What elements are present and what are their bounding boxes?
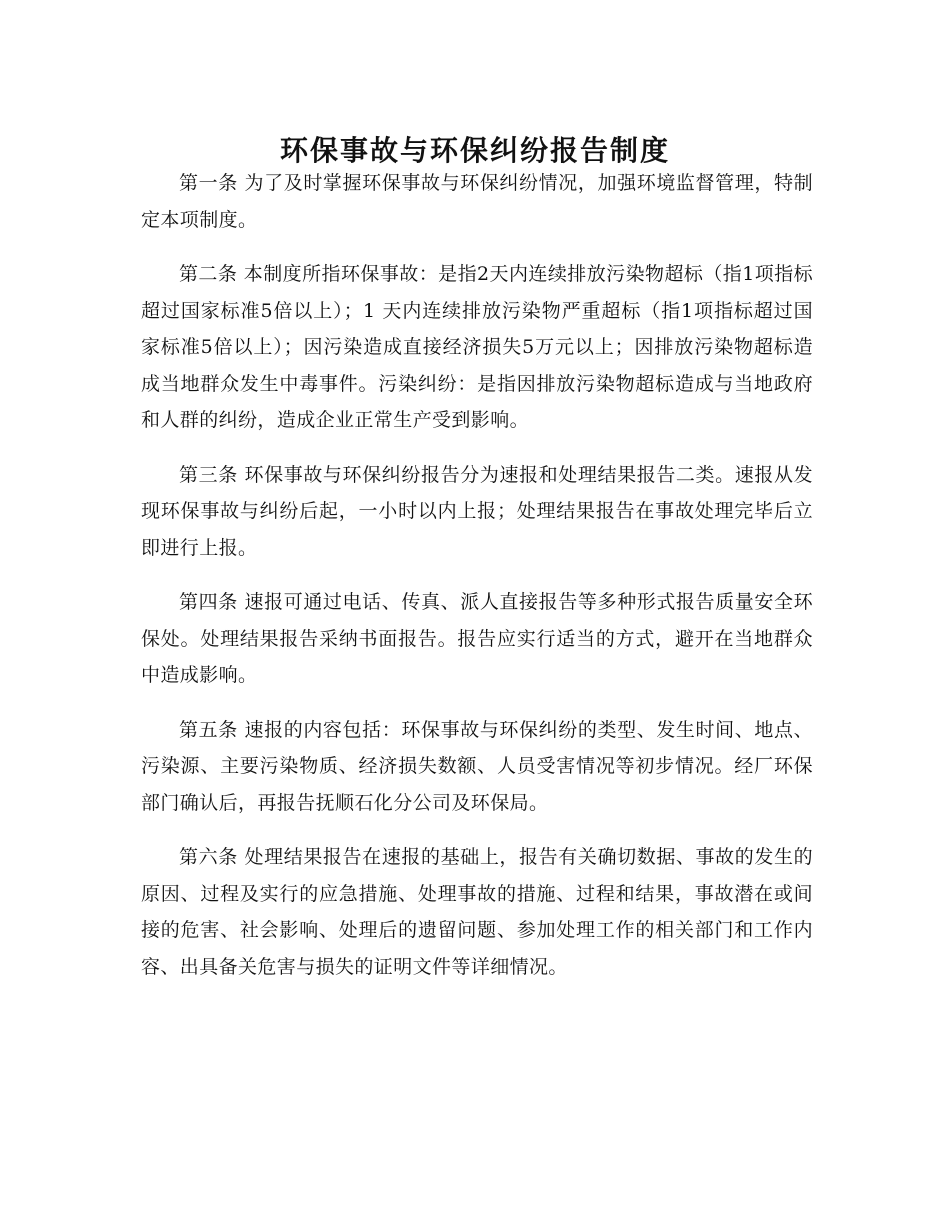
article-5: 第五条 速报的内容包括：环保事故与环保纠纷的类型、发生时间、地点、污染源、主要污染物质、经济损失数额、人员受害情况等初步情况。经厂环保部门确认后，再报告抚顺石化分公司及环保局。: [141, 718, 813, 814]
article-4: 第四条 速报可通过电话、传真、派人直接报告等多种形式报告质量安全环保处。处理结果报告采纳书面报告。报告应实行适当的方式，避开在当地群众中造成影响。: [141, 591, 813, 686]
article-1: 第一条 为了及时掌握环保事故与环保纠纷情况，加强环境监督管理，特制定本项制度。: [141, 172, 813, 231]
article-3: 第三条 环保事故与环保纠纷报告分为速报和处理结果报告二类。速报从发现环保事故与纠纷后起，一小时以内上报；处理结果报告在事故处理完毕后立即进行上报。: [141, 463, 813, 559]
document-title: 环保事故与环保纠纷报告制度: [279, 133, 670, 167]
article-6: 第六条 处理结果报告在速报的基础上，报告有关确切数据、事故的发生的原因、过程及实行的应急措施、处理事故的措施、过程和结果，事故潜在或间接的危害、社会影响、处理后的遗留问题、参加处理工作的相关部门和工作内容、出具备关危害与损失的证明文件等详细情况。: [141, 846, 813, 978]
article-2: 第二条 本制度所指环保事故：是指2天内连续排放污染物超标（指1项指标超过国家标准5倍以上）；1 天内连续排放污染物严重超标（指1项指标超过国家标准5倍以上）；因污染造成直接经济损失5万元以上；因排放污染物超标造成当地群众发生中毒事件。污染纠纷：是指因排放污染物超标造成与当地政府和人群的纠纷，造成企业正常生产受到影响。: [141, 263, 813, 431]
document-body: [141, 165, 813, 1003]
